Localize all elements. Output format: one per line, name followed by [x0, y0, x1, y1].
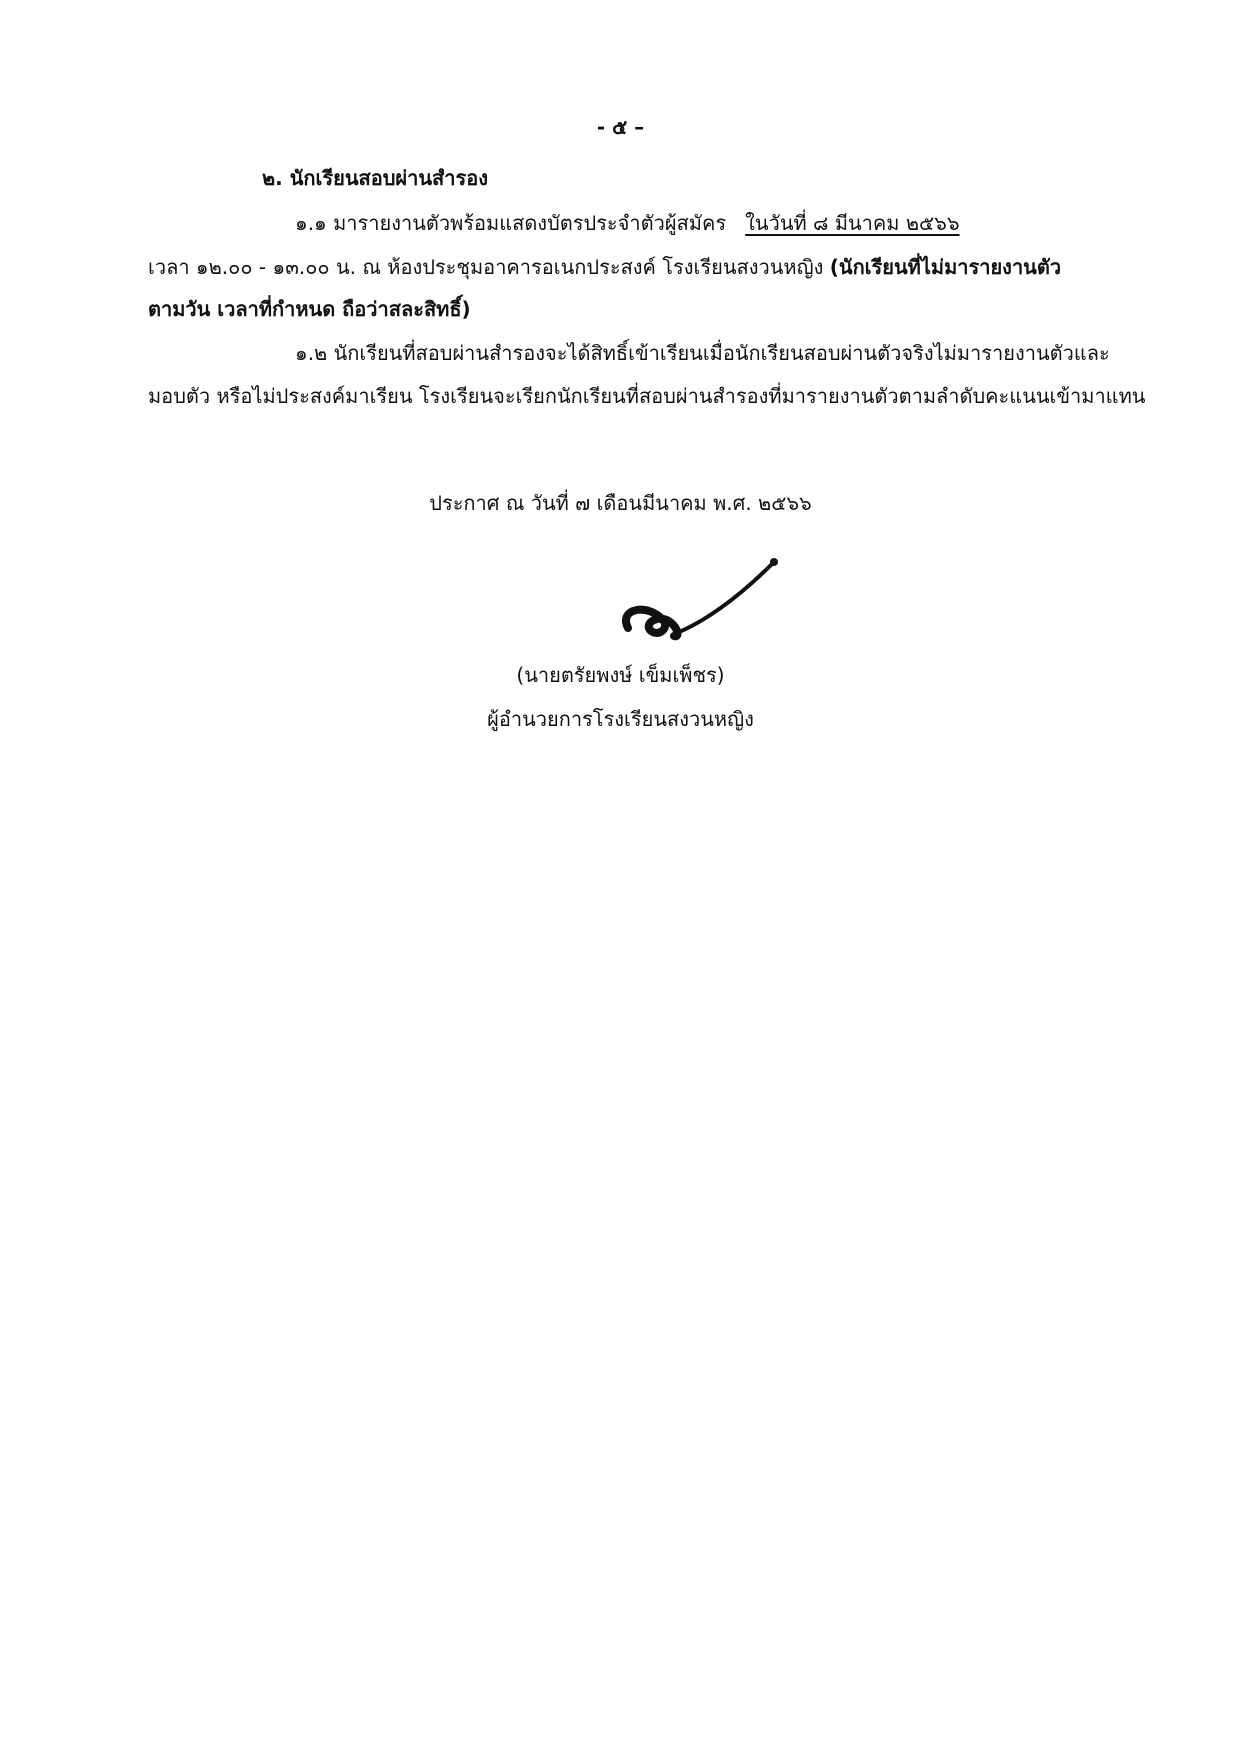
item1-line2: [148, 252, 1061, 282]
announcement-date: ประกาศ ณ วันที่ ๗ เดือนมีนาคม พ.ศ. ๒๕๖๖: [429, 491, 812, 515]
item1-line2-bold: (นักเรียนที่ไม่มารายงานตัว: [829, 255, 1062, 279]
signatory-name: (นายตรัยพงษ์ เข็มเพ็ชร): [516, 663, 725, 687]
item1-line2-text: เวลา ๑๒.๐๐ - ๑๓.๐๐ น. ณ ห้องประชุมอาคารอเนกประสงค์ โรงเรียนสงวนหญิง: [148, 255, 824, 279]
signatory-position: ผู้อำนวยการโรงเรียนสงวนหญิง: [487, 707, 754, 731]
item2-line1: ๑.๒ นักเรียนที่สอบผ่านสำรองจะได้สิทธิ์เข้าเรียนเมื่อนักเรียนสอบผ่านตัวจริงไม่มารายงานตัวและ: [295, 341, 1110, 365]
signature: [608, 548, 808, 648]
item1-date: ในวันที่ ๘ มีนาคม ๒๕๖๖: [745, 211, 960, 235]
signature-mark: [608, 548, 808, 648]
item1-line3: ตามวัน เวลาที่กำหนด ถือว่าสละสิทธิ์): [148, 297, 471, 321]
item1-line1: [295, 208, 960, 238]
item2-line2: มอบตัว หรือไม่ประสงค์มาเรียน โรงเรียนจะเรียกนักเรียนที่สอบผ่านสำรองที่มารายงานตัวตามลำดับคะแนนเข้ามาแทน: [148, 384, 1146, 408]
page-number: - ๕ –: [596, 115, 645, 139]
item1-line1-text: ๑.๑ มารายงานตัวพร้อมแสดงบัตรประจำตัวผู้สมัคร: [295, 211, 727, 235]
section-heading: ๒. นักเรียนสอบผ่านสำรอง: [262, 166, 488, 190]
